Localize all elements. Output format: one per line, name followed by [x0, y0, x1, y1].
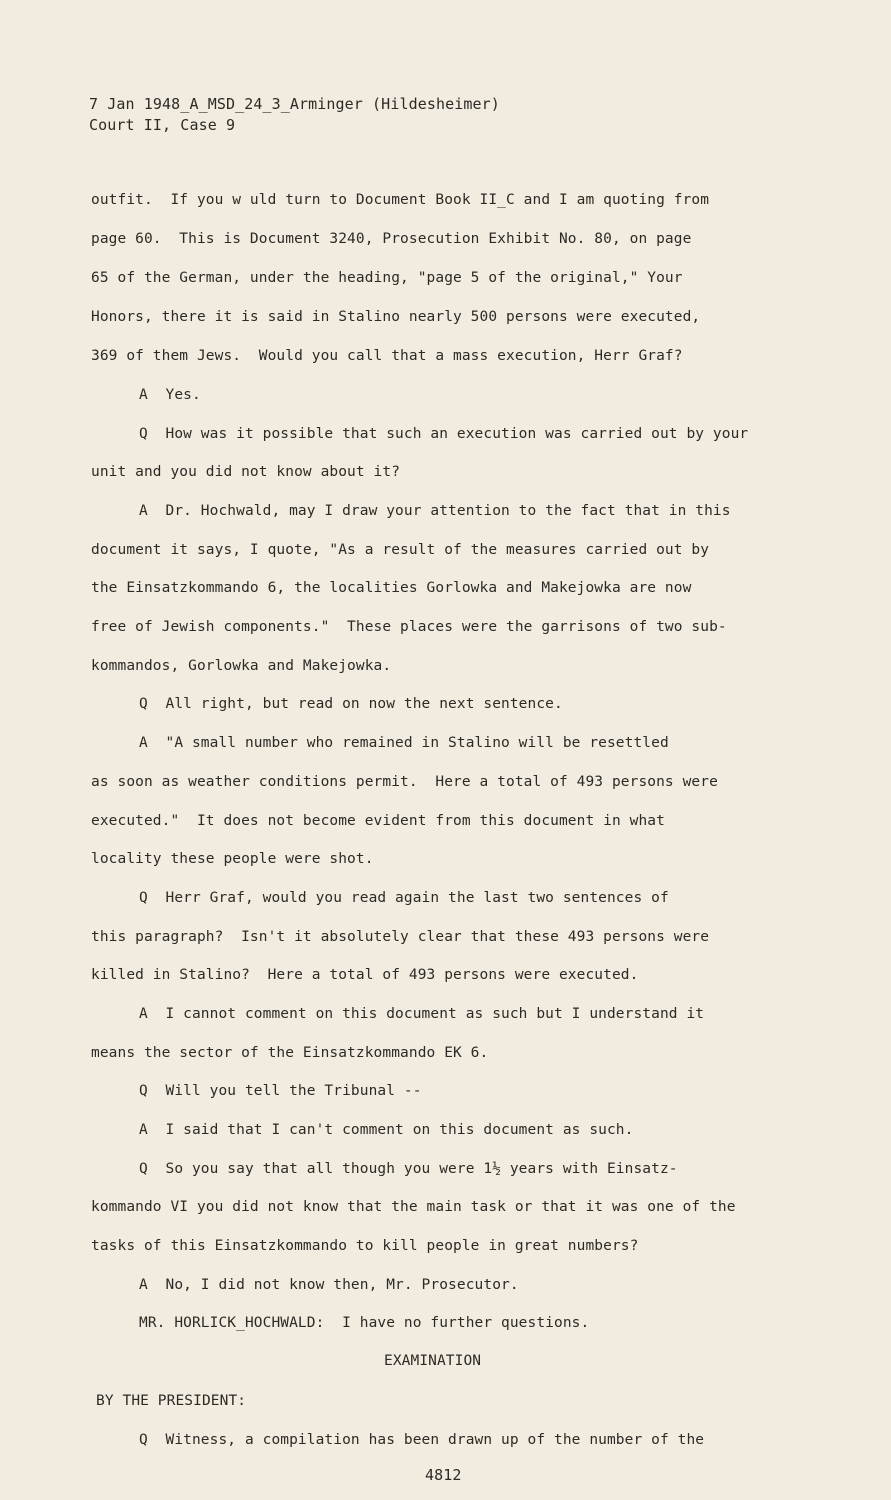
text-line: means the sector of the Einsatzkommando EK 6. [91, 1045, 489, 1061]
text-line: A Yes. [139, 387, 201, 403]
text-line: Q Witness, a compilation has been drawn up of the number of the [139, 1432, 705, 1448]
text-line: A No, I did not know then, Mr. Prosecutor. [139, 1277, 519, 1293]
text-line: Honors, there it is said in Stalino nearly 500 persons were executed, [91, 309, 701, 325]
text-line: outfit. If you w uld turn to Document Book II_C and I am quoting from [91, 192, 710, 208]
text-line: 65 of the German, under the heading, "page 5 of the original," Your [91, 270, 683, 286]
text-line: Q So you say that all though you were 1½ years with Einsatz- [139, 1161, 678, 1177]
text-line: kommandos, Gorlowka and Makejowka. [91, 658, 392, 674]
page-number: 4812 [425, 1466, 462, 1484]
text-line: Q Herr Graf, would you read again the last two sentences of [139, 890, 669, 906]
text-line: A I cannot comment on this document as such but I understand it [139, 1006, 705, 1022]
text-line: locality these people were shot. [91, 851, 374, 867]
text-line: killed in Stalino? Here a total of 493 persons were executed. [91, 967, 639, 983]
text-line: tasks of this Einsatzkommando to kill people in great numbers? [91, 1238, 639, 1254]
text-line: as soon as weather conditions permit. Here a total of 493 persons were [91, 774, 718, 790]
text-line: Q All right, but read on now the next sentence. [139, 696, 563, 712]
text-line: unit and you did not know about it? [91, 464, 401, 480]
text-line: A "A small number who remained in Stalino will be resettled [139, 735, 669, 751]
section-heading: EXAMINATION [384, 1353, 482, 1369]
text-line: page 60. This is Document 3240, Prosecution Exhibit No. 80, on page [91, 231, 692, 247]
text-line: MR. HORLICK_HOCHWALD: I have no further questions. [139, 1315, 590, 1331]
text-line: 369 of them Jews. Would you call that a mass execution, Herr Graf? [91, 348, 683, 364]
header-line-1: 7 Jan 1948_A_MSD_24_3_Arminger (Hildesheimer) [89, 95, 500, 113]
text-line: A Dr. Hochwald, may I draw your attention to the fact that in this [139, 503, 731, 519]
text-line: free of Jewish components." These places were the garrisons of two sub- [91, 619, 727, 635]
text-line: A I said that I can't comment on this document as such. [139, 1122, 634, 1138]
text-line: document it says, I quote, "As a result of the measures carried out by [91, 542, 710, 558]
text-line: executed." It does not become evident from this document in what [91, 813, 665, 829]
text-line: this paragraph? Isn't it absolutely clear that these 493 persons were [91, 929, 710, 945]
text-line: Q How was it possible that such an execution was carried out by your [139, 426, 749, 442]
speaker-heading: BY THE PRESIDENT: [96, 1393, 247, 1409]
header-line-2: Court II, Case 9 [89, 116, 236, 134]
text-line: the Einsatzkommando 6, the localities Gorlowka and Makejowka are now [91, 580, 692, 596]
text-line: kommando VI you did not know that the main task or that it was one of the [91, 1199, 736, 1215]
text-line: Q Will you tell the Tribunal -- [139, 1083, 422, 1099]
